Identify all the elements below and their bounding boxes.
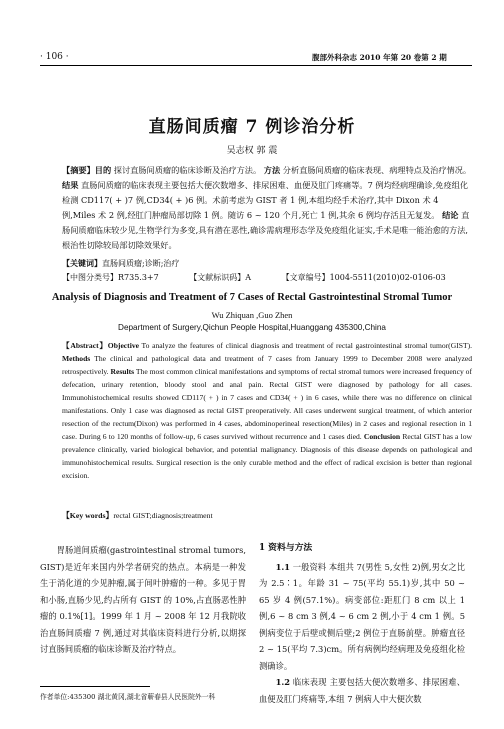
authors-cn: 吴志权 郭 震 <box>226 146 278 156</box>
objective-en-label: Objective <box>107 341 139 350</box>
subsection-1-1-number: 1.1 <box>275 561 291 572</box>
clc-number: 【中图分类号】R735.3+7 <box>62 273 159 282</box>
keywords-en-label: 【Key words】 <box>62 511 114 520</box>
keywords-en <box>62 510 213 521</box>
abstract-cn-label: 【摘要】 <box>62 165 95 175</box>
subsection-1-2-text: 临床表现 主要包括大便次数增多、排尿困难、血便及肛门疼痛等,本组 7 例病人中大便次数 <box>259 677 466 704</box>
conclusion-en-label: Conclusion <box>363 432 401 441</box>
abstract-en <box>62 339 472 482</box>
abstract-cn <box>62 163 472 253</box>
keywords-cn-text: 直肠间质瘤;诊断;治疗 <box>102 259 180 268</box>
result-cn: 直肠间质瘤的临床表现主要包括大便次数增多、排尿困难、血便及肛门疼痛等。7 例均经病理确诊,免疫组化检测 CD117( + )7 例,CD34( + )6 例。术前考虑为 GIST 者 1 例,本组均经手术治疗,其中 Dixon 术 4 例,Miles 术 2 例,经肛门肿瘤局部切除 1 例。随访 6 ~ 120 个月,死亡 1 例,其余 6 例均存活且无复发。 <box>62 180 469 220</box>
header-rule <box>40 65 472 66</box>
body-column-left <box>40 542 246 658</box>
conclusion-cn: 直肠间质瘤临床较少见,生物学行为多变,具有潜在恶性,确诊需病理形态学及免疫组化证实,手术是唯一能治愈的方法,根治性切除较局部切除效果好。 <box>62 210 470 250</box>
result-cn-label: 结果 <box>62 180 79 190</box>
authors-en: Wu Zhiquan ,Guo Zhen <box>211 310 293 320</box>
keywords-cn <box>62 258 179 269</box>
results-en-label: Results <box>110 367 135 376</box>
article-id: 【文章编号】1004-5511(2010)02-0106-03 <box>281 273 446 282</box>
section-heading: 1 资料与方法 <box>259 543 313 553</box>
journal-header: 腹部外科杂志 2010 年第 20 卷第 2 期 <box>312 53 447 62</box>
subsection-1-1-text: 一般资料 本组共 7(男性 5,女性 2)例,男女之比为 2.5∶1。年龄 31 ~ 75(平均 55.1)岁,其中 50 ~ 65 岁 4 例(57.1%)。病变部位:距肛门 8 cm 以上 1 例,6 ~ 8 cm 3 例,4 ~ 6 cm 2 例,小于 4 cm 1 例。5 例病变位于后壁或侧后壁;2 例位于直肠前壁。肿瘤直径 2 ~ 15(平均 7.3)cm。所有病例均经病理及免疫组化检测确诊。 <box>259 561 465 671</box>
footnote-rule <box>40 686 150 687</box>
objective-cn: 探讨直肠间质瘤的临床诊断及治疗方法。 <box>113 165 262 175</box>
keywords-en-text: rectal GIST;diagnosis;treatment <box>113 511 213 520</box>
results-en: The most common clinical manifestations and symptoms of rectal stromal tumors were increased frequency of defecation, urinary retention, bloody stool and anal pain. Rectal GIST were diagnosed by pathology for all cases. Immunohistochemical results showed CD117( + ) in 7 cases and CD34( + ) in 6 cases, while there was no difference on clinical manifestations. Only 1 case was diagnosed as rectal GIST preoperatively. All cases underwent surgical treatment, of which anterior resection of the rectum(Dixon) was performed in 4 cases, abdominoperineal resection(Miles) in 2 cases and regional resection in 1 case. During 6 to 120 months of follow-up, 6 cases survived without recurrence and 1 cases died. <box>62 367 473 441</box>
subsection-1-2-number: 1.2 <box>275 677 291 687</box>
method-cn-label: 方法 <box>263 165 281 175</box>
keywords-cn-label: 【关键词】 <box>62 258 102 268</box>
subsection-1-2 <box>259 674 465 707</box>
author-affiliation-footnote: 作者单位:435300 湖北黄冈,湖北省蕲春县人民医院外一科 <box>40 693 216 701</box>
document-code: 【文献标识码】A <box>189 273 252 282</box>
methods-en: The clinical and pathological data and treatment of 7 cases from January 1999 to December 2008 were analyzed retrospectively. <box>62 354 472 376</box>
conclusion-cn-label: 结论 <box>442 210 459 220</box>
conclusion-en: Rectal GIST has a low prevalence clinically, varied biological behavior, and potential malignancy. Diagnosis of this disease depends on pathological and immunohistochemical results. Surgical resection is the only curable method and the effect of radical excision is better than regional excision. <box>62 432 472 480</box>
objective-en: To analyze the features of clinical diagnosis and treatment of rectal gastrointestinal stromal tumor(GIST). <box>141 341 473 350</box>
page-number: · 106 · <box>40 52 69 62</box>
affiliation-en: Department of Surgery,Qichun People Hospital,Huanggang 435300,China <box>118 323 386 332</box>
abstract-en-label: 【Abstract】 <box>62 341 108 350</box>
body-column-right <box>259 540 465 707</box>
article-title-en: Analysis of Diagnosis and Treatment of 7 Cases of Rectal Gastrointestinal Stromal Tumor <box>51 292 453 303</box>
method-cn: 分析直肠间质瘤的临床表现、病理特点及治疗情况。 <box>282 165 472 175</box>
objective-cn-label: 目的 <box>94 165 112 175</box>
subsection-1-1 <box>259 559 465 675</box>
methods-en-label: Methods <box>62 354 91 363</box>
intro-paragraph: 胃肠道间质瘤(gastrointestinal stromal tumors, GIST)是近年来国内外学者研究的热点。本病是一种发生于消化道的少见肿瘤,属于间叶肿瘤的一种。多见于胃和小肠,直肠少见,约占所有 GIST 的 10%,占直肠恶性肿瘤的 0.1%[1]。1999 年 1 月 ~ 2008 年 12 月我院收治直肠间质瘤 7 例,通过对其临床资料进行分析,以期探讨直肠间质瘤的临床诊断及治疗特点。 <box>40 545 246 654</box>
classification-cn <box>62 272 474 283</box>
article-title-cn: 直肠间质瘤 7 例诊治分析 <box>148 117 356 137</box>
